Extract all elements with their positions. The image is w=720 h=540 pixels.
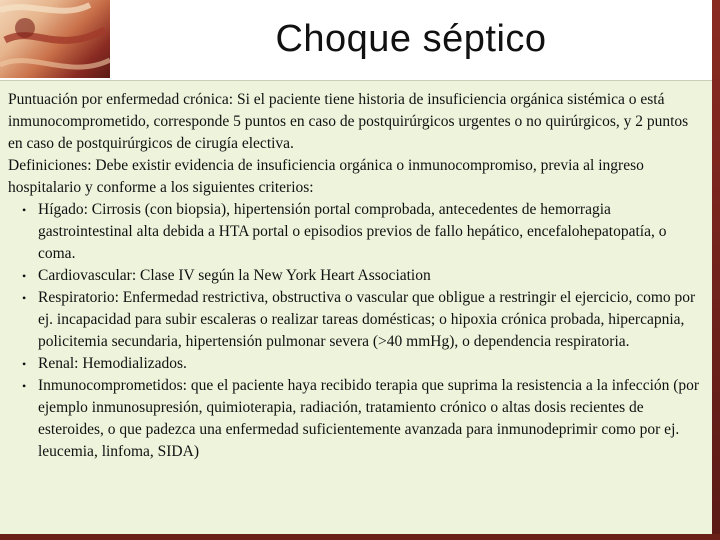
decorative-corner-image (0, 0, 110, 78)
content-panel (0, 80, 712, 534)
decorative-bottom-border (0, 534, 720, 540)
decorative-right-border (712, 0, 720, 540)
bullet-icon: • (22, 379, 27, 393)
paragraph-puntuacion: Puntuación por enfermedad crónica: Si el paciente tiene historia de insuficiencia orgánica sistémica o está inmunocomprometido, corresponde 5 puntos en caso de postquirúrgicos urgentes o no quirúrgicos, y 2 puntos en caso de postquirúrgicos de cirugía electiva. (8, 91, 689, 152)
criteria-text: Hígado: Cirrosis (con biopsia), hipertensión portal comprobada, antecedentes de hemorragia gastrointestinal alta debida a HTA portal o episodios previos de fallo hepático, encefalohepatopatía, o coma. (38, 201, 667, 262)
criteria-item-renal (8, 353, 702, 375)
criteria-item-respiratorio (8, 287, 702, 353)
criteria-item-cardiovascular (8, 265, 702, 287)
criteria-item-inmunocomprometidos (8, 375, 702, 463)
bullet-icon: • (22, 269, 27, 283)
criteria-text: Respiratorio: Enfermedad restrictiva, obstructiva o vascular que obligue a restringir el ejercicio, como por ej. incapacidad para subir escaleras o realizar tareas domésticas; o hipoxia crónica probada, hipercapnia, policitemia secundaria, hipertensión pulmonar severa (>40 mmHg), o dependencia respiratoria. (38, 289, 696, 350)
criteria-list (8, 199, 702, 463)
slide-title: Choque séptico (275, 17, 547, 60)
bullet-icon: • (22, 357, 27, 371)
bullet-icon: • (22, 291, 27, 305)
criteria-text: Inmunocomprometidos: que el paciente haya recibido terapia que suprima la resistencia a la infección (por ejemplo inmunosupresión, quimioterapia, radiación, tratamiento crónico o altas dosis recientes de esteroides, o que padezca una enfermedad suficientemente avanzada para inmunodeprimir como por ej. leucemia, linfoma, SIDA) (38, 377, 700, 460)
paragraph-definiciones: Definiciones: Debe existir evidencia de insuficiencia orgánica o inmunocompromiso, previa al ingreso hospitalario y conforme a los siguientes criterios: (8, 157, 644, 196)
criteria-text: Renal: Hemodializados. (38, 355, 187, 372)
bullet-icon: • (22, 203, 27, 217)
criteria-item-higado (8, 199, 702, 265)
criteria-text: Cardiovascular: Clase IV según la New York Heart Association (38, 267, 431, 284)
